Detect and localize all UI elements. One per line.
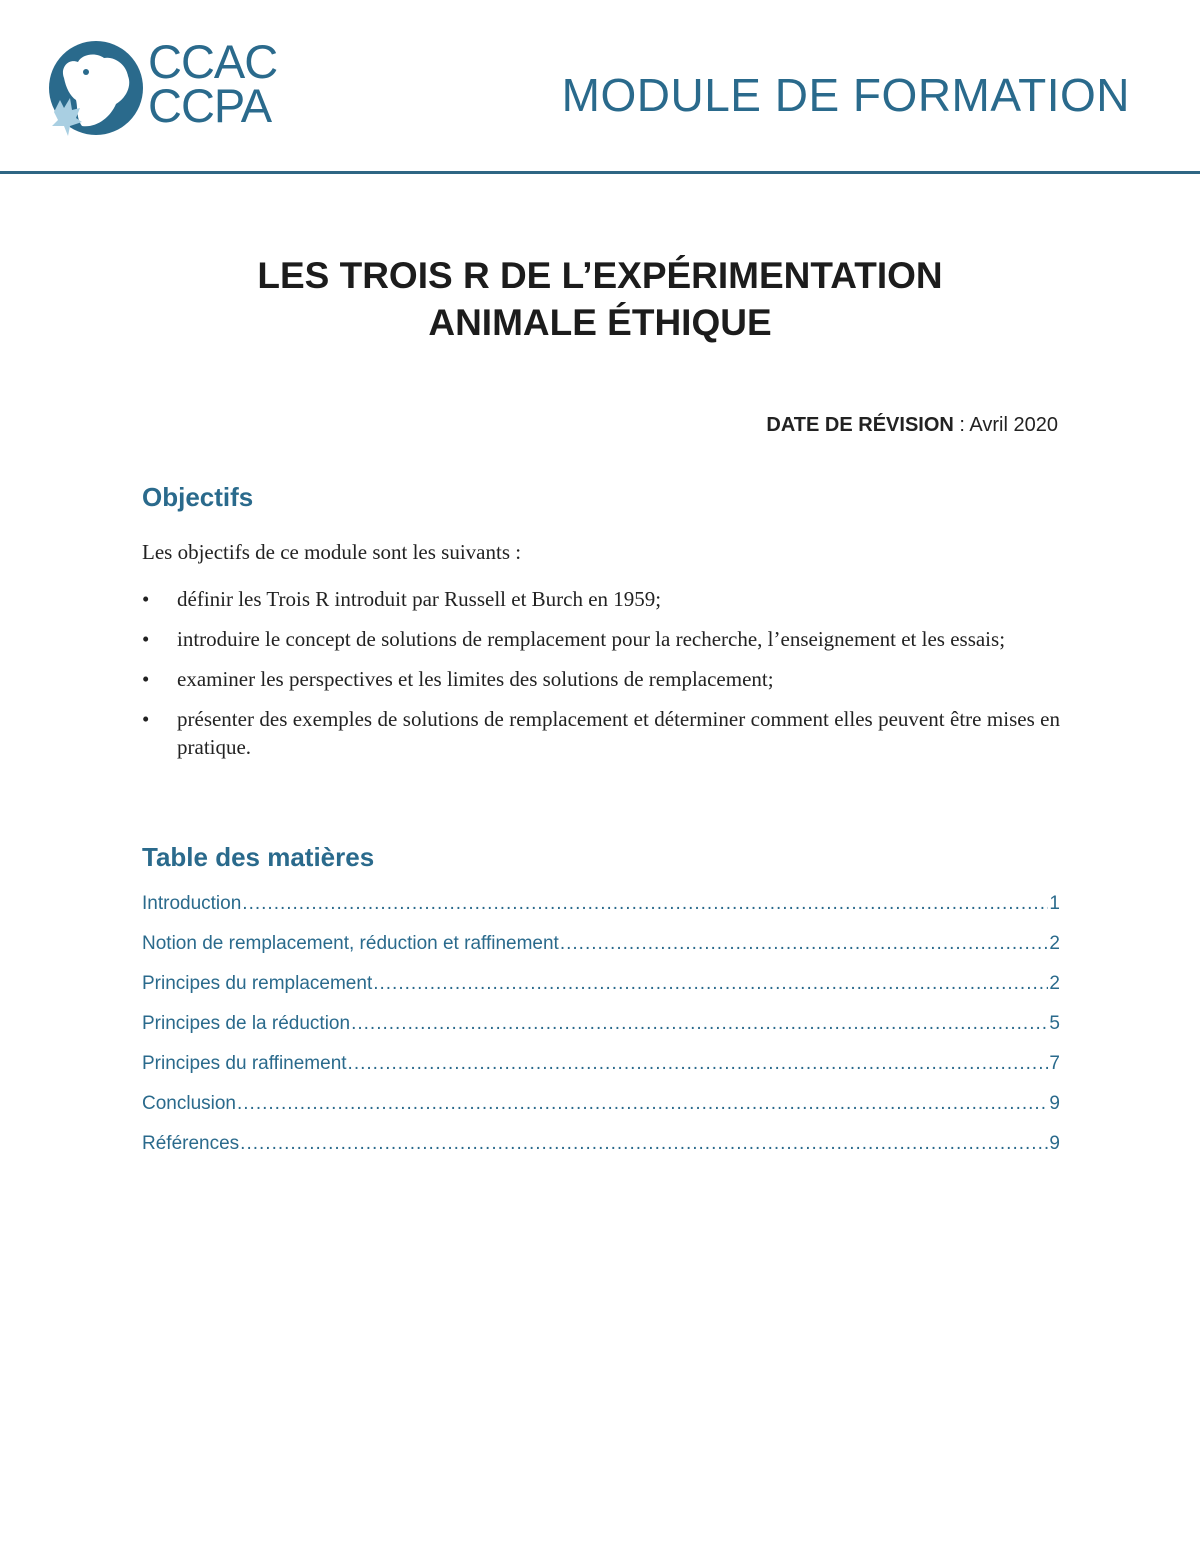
- list-item-text: présenter des exemples de solutions de remplacement et déterminer comment elles peuvent être mises en pratique.: [177, 707, 1060, 759]
- title-line-1: LES TROIS R DE L’EXPÉRIMENTATION: [257, 255, 943, 296]
- toc-entry-label[interactable]: Références: [142, 1133, 240, 1154]
- toc-page-number[interactable]: 5: [1049, 1013, 1060, 1034]
- logo-line-ccpa: CCPA: [148, 79, 272, 132]
- list-item: [142, 585, 1060, 613]
- list-item: [142, 625, 1060, 653]
- toc-entry-label[interactable]: Conclusion: [142, 1093, 236, 1114]
- toc-entry-label[interactable]: Notion de remplacement, réduction et raffinement: [142, 933, 559, 954]
- toc-entry-conclusion[interactable]: [142, 1093, 1060, 1133]
- objectives-heading: Objectifs: [142, 482, 254, 512]
- toc-page-number[interactable]: 9: [1049, 1093, 1060, 1114]
- toc-entry-notion[interactable]: [142, 933, 1060, 973]
- list-item-text: définir les Trois R introduit par Russell et Burch en 1959;: [177, 587, 662, 611]
- list-item: [142, 665, 1060, 693]
- toc-page-number[interactable]: 2: [1049, 973, 1060, 994]
- bullet-icon: •: [142, 667, 150, 691]
- list-item: [142, 705, 1060, 761]
- logo-wordmark: [148, 35, 278, 132]
- toc-entry-label[interactable]: Principes du remplacement: [142, 973, 373, 994]
- toc-leader-dots: [351, 1013, 1048, 1035]
- toc-entry-introduction[interactable]: [142, 893, 1060, 933]
- revision-separator: :: [953, 414, 970, 436]
- toc-entry-raffinement[interactable]: [142, 1053, 1060, 1093]
- toc-leader-dots: [240, 1133, 1048, 1155]
- header-divider: [0, 171, 1200, 174]
- toc-entry-label[interactable]: Principes de la réduction: [142, 1013, 351, 1034]
- toc-page-number[interactable]: 7: [1049, 1053, 1060, 1074]
- toc-entry-label[interactable]: Introduction: [142, 893, 242, 914]
- list-item-text: introduire le concept de solutions de remplacement pour la recherche, l’enseignement et les essais;: [177, 627, 1006, 651]
- revision-date: [766, 414, 1058, 437]
- title-line-2: ANIMALE ÉTHIQUE: [428, 302, 772, 343]
- toc-entry-label[interactable]: Principes du raffinement: [142, 1053, 347, 1074]
- bullet-icon: •: [142, 707, 150, 731]
- list-item-text: examiner les perspectives et les limites des solutions de remplacement;: [177, 667, 774, 691]
- toc-leader-dots: [560, 933, 1049, 955]
- bullet-icon: •: [142, 627, 150, 651]
- toc-heading: Table des matières: [142, 842, 375, 872]
- bullet-icon: •: [142, 587, 150, 611]
- mouse-maple-leaf-logo-icon: [46, 38, 146, 138]
- toc-page-number[interactable]: 9: [1049, 1133, 1060, 1154]
- logo-line-ccac: CCAC: [148, 35, 278, 88]
- table-of-contents: [142, 893, 1060, 1173]
- ccac-logo: [46, 35, 296, 138]
- objectives-list: [142, 585, 1060, 773]
- toc-entry-remplacement[interactable]: [142, 973, 1060, 1013]
- toc-leader-dots: [242, 893, 1048, 915]
- toc-entry-reduction[interactable]: [142, 1013, 1060, 1053]
- objectives-intro: Les objectifs de ce module sont les suivants :: [142, 540, 522, 564]
- revision-value: Avril 2020: [969, 414, 1058, 436]
- toc-page-number[interactable]: 2: [1049, 933, 1060, 954]
- document-title: [0, 252, 1200, 346]
- page-header: [0, 0, 1200, 175]
- toc-leader-dots: [237, 1093, 1048, 1115]
- module-label: MODULE DE FORMATION: [561, 69, 1130, 121]
- toc-leader-dots: [348, 1053, 1049, 1075]
- revision-label: DATE DE RÉVISION: [766, 414, 954, 436]
- toc-leader-dots: [373, 973, 1048, 995]
- toc-entry-references[interactable]: [142, 1133, 1060, 1173]
- toc-page-number[interactable]: 1: [1049, 893, 1060, 914]
